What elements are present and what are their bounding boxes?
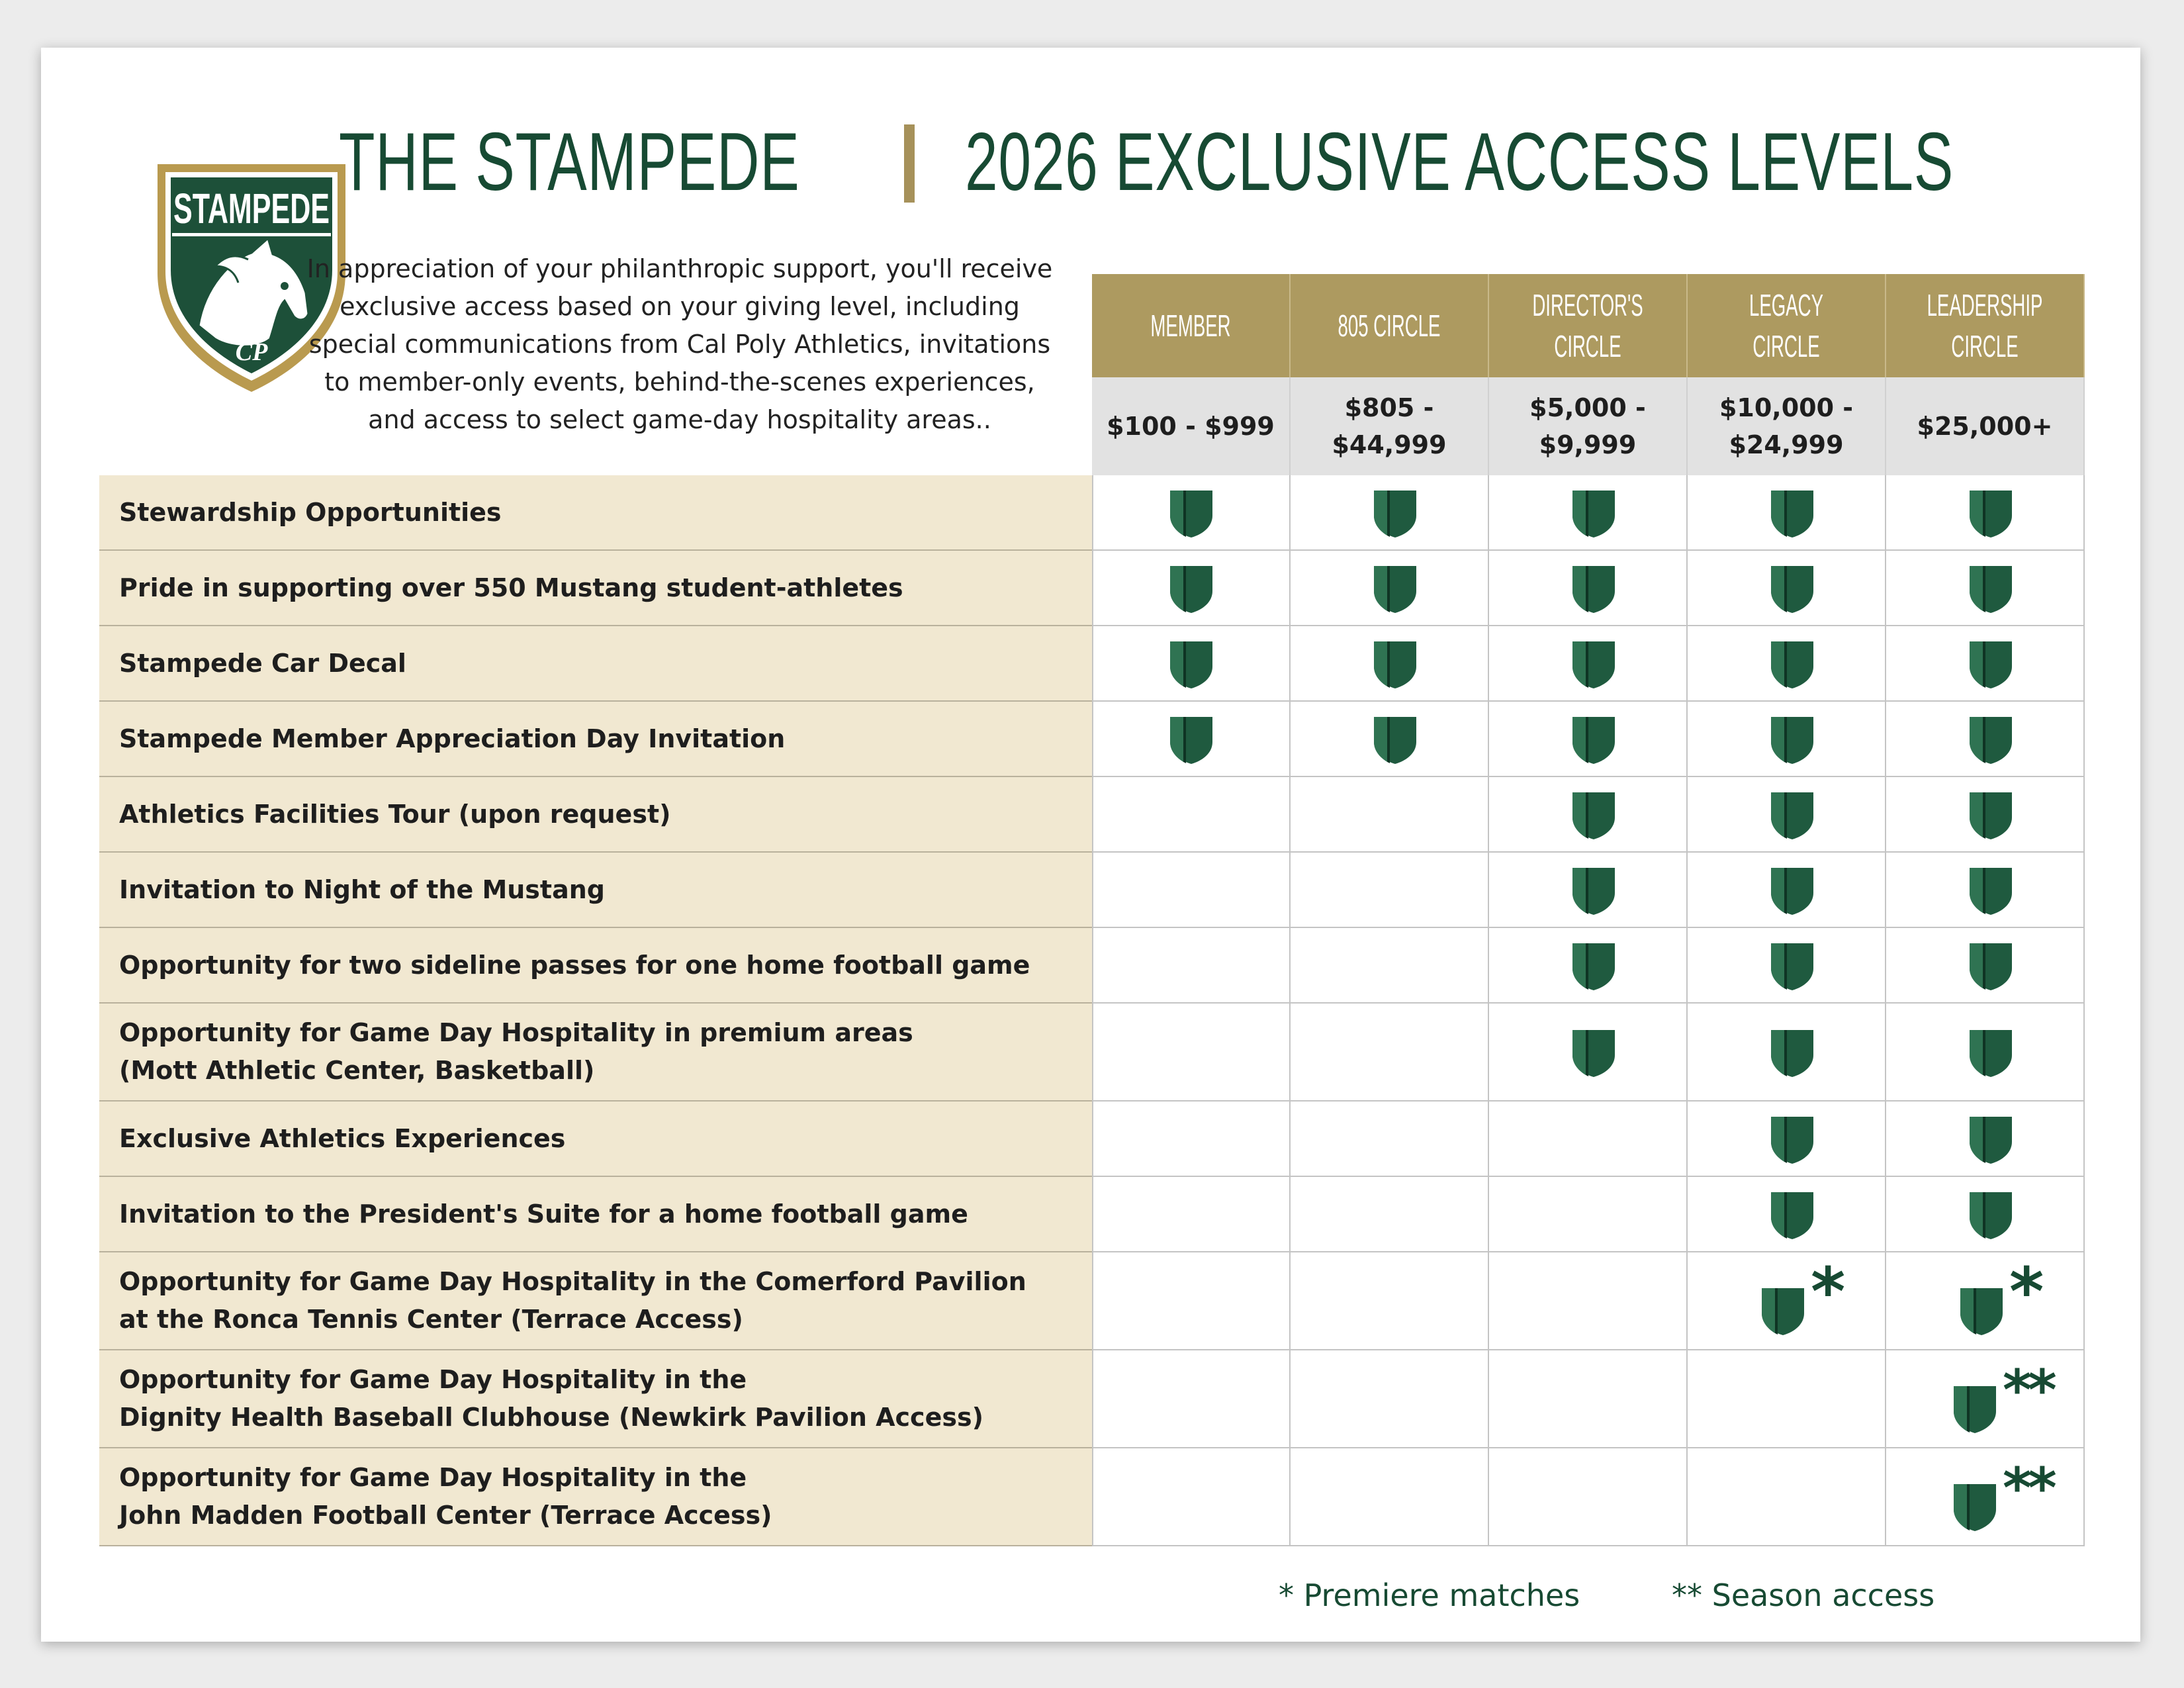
level-price-range: $805 - $44,999 — [1291, 377, 1489, 475]
benefit-cell — [1092, 777, 1291, 853]
premiere-marker: * — [2009, 1253, 2044, 1331]
title-divider — [904, 124, 915, 203]
shield-check-icon — [1571, 941, 1616, 991]
benefit-label: Opportunity for Game Day Hospitality in the Comerford Pavilion at the Ronca Tennis Center (Terrace Access) — [99, 1252, 1092, 1350]
benefit-label: Opportunity for Game Day Hospitality in premium areas (Mott Athletic Center, Basketball) — [99, 1004, 1092, 1102]
shield-check-icon — [1968, 790, 2013, 840]
shield-check-icon — [1571, 488, 1616, 538]
level-name: LEGACY CIRCLE — [1749, 288, 1823, 363]
benefit-cell — [1489, 1448, 1688, 1546]
benefit-cell — [1092, 1252, 1291, 1350]
level-name: DIRECTOR'S CIRCLE — [1532, 288, 1643, 363]
shield-check-icon — [1571, 790, 1616, 840]
benefit-cell — [1092, 1004, 1291, 1102]
benefit-label: Invitation to Night of the Mustang — [99, 853, 1092, 928]
shield-check-icon — [1952, 1481, 1997, 1532]
shield-check-icon — [1169, 639, 1214, 689]
shield-check-icon — [1770, 563, 1815, 614]
shield-check-icon — [1968, 488, 2013, 538]
shield-check-icon — [1169, 714, 1214, 765]
season-access-marker: ** — [2003, 1456, 2053, 1521]
benefit-cell — [1489, 1252, 1688, 1350]
benefit-cell — [1291, 928, 1489, 1004]
benefit-cell — [1291, 853, 1489, 928]
shield-check-icon — [1770, 488, 1815, 538]
level-name: 805 CIRCLE — [1338, 308, 1441, 343]
footnote-season: ** Season access — [1672, 1577, 1935, 1613]
benefit-cell — [1489, 1177, 1688, 1252]
shield-check-icon — [1373, 714, 1418, 765]
benefit-label: Opportunity for two sideline passes for one home football game — [99, 928, 1092, 1004]
level-price-range: $25,000+ — [1886, 377, 2085, 475]
benefit-cell — [1291, 1004, 1489, 1102]
shield-check-icon — [1169, 488, 1214, 538]
shield-check-icon — [1373, 488, 1418, 538]
benefit-cell — [1092, 1350, 1291, 1448]
shield-check-icon — [1571, 714, 1616, 765]
level-price-range: $5,000 - $9,999 — [1489, 377, 1688, 475]
svg-text:STAMPEDE: STAMPEDE — [173, 185, 330, 232]
benefit-cell — [1291, 1252, 1489, 1350]
benefit-label: Opportunity for Game Day Hospitality in the John Madden Football Center (Terrace Access) — [99, 1448, 1092, 1546]
shield-check-icon — [1770, 865, 1815, 915]
shield-check-icon — [1169, 563, 1214, 614]
shield-check-icon — [1571, 563, 1616, 614]
benefit-label: Stampede Member Appreciation Day Invitation — [99, 702, 1092, 777]
benefit-cell — [1688, 1448, 1886, 1546]
page-title: THE STAMPEDE — [339, 117, 800, 208]
shield-check-icon — [1968, 941, 2013, 991]
shield-check-icon — [1968, 865, 2013, 915]
shield-check-icon — [1959, 1286, 2004, 1336]
shield-check-icon — [1968, 1114, 2013, 1164]
benefit-cell — [1291, 777, 1489, 853]
shield-check-icon — [1571, 1027, 1616, 1078]
benefit-cell — [1688, 1350, 1886, 1448]
intro-paragraph: In appreciation of your philanthropic support, you'll receive exclusive access based on your giving level, including special communications from Cal Poly Athletics, invitations to member-only events, behind-the-scenes experiences, and access to select game-day hospitality areas.. — [306, 254, 1053, 434]
shield-check-icon — [1968, 714, 2013, 765]
level-header-legacy-circle — [1688, 274, 1886, 377]
level-name: MEMBER — [1150, 308, 1231, 343]
shield-check-icon — [1760, 1286, 1805, 1336]
shield-check-icon — [1770, 941, 1815, 991]
shield-check-icon — [1968, 1190, 2013, 1240]
benefit-cell — [1489, 1350, 1688, 1448]
shield-check-icon — [1968, 1027, 2013, 1078]
benefit-cell — [1092, 1177, 1291, 1252]
level-header-leadership-circle — [1886, 274, 2085, 377]
level-header-director-s-circle — [1489, 274, 1688, 377]
footnote-premiere: * Premiere matches — [1279, 1577, 1580, 1613]
level-header-member — [1092, 274, 1291, 377]
benefit-label: Invitation to the President's Suite for a home football game — [99, 1177, 1092, 1252]
shield-check-icon — [1770, 1114, 1815, 1164]
shield-check-icon — [1373, 563, 1418, 614]
level-header-805-circle — [1291, 274, 1489, 377]
shield-check-icon — [1968, 563, 2013, 614]
shield-check-icon — [1968, 639, 2013, 689]
benefit-cell — [1291, 1102, 1489, 1177]
shield-check-icon — [1770, 1027, 1815, 1078]
shield-check-icon — [1952, 1383, 1997, 1434]
benefit-cell — [1092, 1102, 1291, 1177]
benefit-cell — [1291, 1350, 1489, 1448]
benefit-label: Athletics Facilities Tour (upon request) — [99, 777, 1092, 853]
premiere-marker: * — [1811, 1253, 1846, 1331]
level-name: LEADERSHIP CIRCLE — [1927, 288, 2043, 363]
page-subtitle: 2026 EXCLUSIVE ACCESS LEVELS — [965, 117, 1954, 208]
benefit-label: Opportunity for Game Day Hospitality in the Dignity Health Baseball Clubhouse (Newkirk Pavilion Access) — [99, 1350, 1092, 1448]
benefit-cell — [1291, 1177, 1489, 1252]
shield-check-icon — [1571, 639, 1616, 689]
benefit-cell — [1092, 1448, 1291, 1546]
benefit-cell — [1092, 853, 1291, 928]
level-price-range: $100 - $999 — [1092, 377, 1291, 475]
benefit-cell — [1489, 1102, 1688, 1177]
shield-check-icon — [1770, 790, 1815, 840]
benefit-label: Stewardship Opportunities — [99, 475, 1092, 551]
benefit-cell — [1291, 1448, 1489, 1546]
season-access-marker: ** — [2003, 1358, 2053, 1423]
shield-check-icon — [1770, 714, 1815, 765]
shield-check-icon — [1770, 1190, 1815, 1240]
shield-check-icon — [1373, 639, 1418, 689]
benefit-label: Pride in supporting over 550 Mustang student-athletes — [99, 551, 1092, 626]
level-price-range: $10,000 - $24,999 — [1688, 377, 1886, 475]
benefit-label: Exclusive Athletics Experiences — [99, 1102, 1092, 1177]
shield-check-icon — [1571, 865, 1616, 915]
shield-check-icon — [1770, 639, 1815, 689]
benefit-cell — [1092, 928, 1291, 1004]
svg-text:CP: CP — [235, 338, 268, 366]
benefit-label: Stampede Car Decal — [99, 626, 1092, 702]
